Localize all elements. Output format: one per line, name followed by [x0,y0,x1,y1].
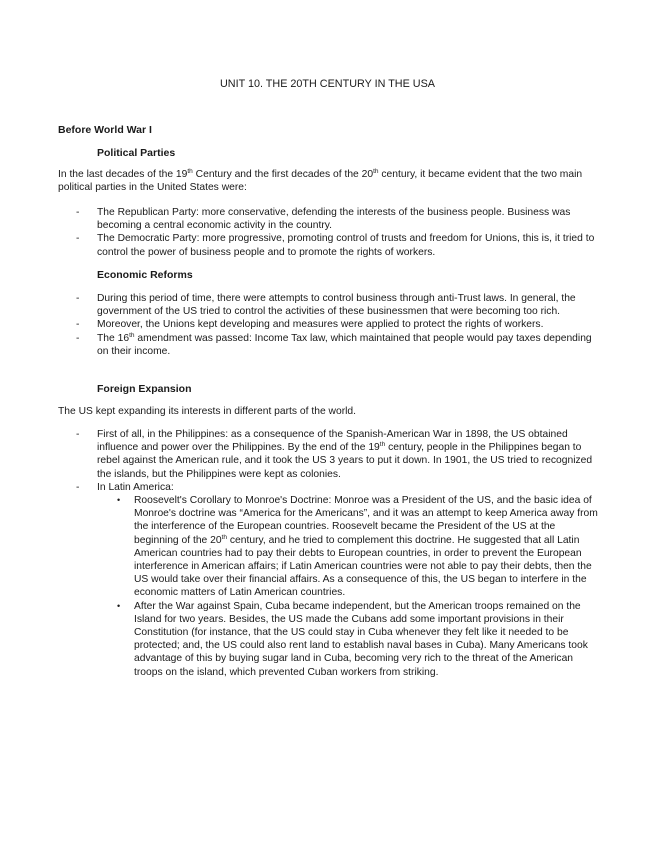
political-parties-heading: Political Parties [97,147,176,159]
list-item: - Moreover, the Unions kept developing and measures were applied to protect the rights of workers. [76,319,544,331]
latin-america-list [115,494,598,679]
page-title: UNIT 10. THE 20TH CENTURY IN THE USA [220,78,435,90]
list-item: - During this period of time, there were attempts to control business through anti-Trust laws. In general, the government of the US tried to control the activities of these businessmen that were becoming too rich. [76,293,576,318]
list-item: • After the War against Spain, Cuba became independent, but the American troops remained on the Island for two years. Besides, the US made the Cubans add some important provisions in their Constitution (for instance, that the US could stay in Cuba whenever they felt like it needed to be protected; and, the US could also rent land to establish naval bases in Cuba). Many Americans took advantage of this by buying sugar land in Cuba, becoming very rich to the threat of the American troops on the island, which prevented Cuban workers from striking. [117,600,588,678]
political-intro-paragraph: In the last decades of the 19th Century and the first decades of the 20th century, it became evident that the two main political parties in the United States were: [58,168,583,194]
foreign-expansion-list [76,428,598,679]
economic-reforms-heading: Economic Reforms [97,269,193,281]
section-heading: Before World War I [58,124,152,136]
list-item: - The 16th amendment was passed: Income Tax law, which maintained that people would pay taxes depending on their income. [76,331,592,357]
list-item: - In Latin America: • Roosevelt's Corollary to Monroe's Doctrine: Monroe was a President of the US, and the basic idea of Monroe's doctrine was “America for the Americans”, and it was an attempt to keep America away from the interference of the European countries. Roosevelt became the President of the US at the beginning of the 20th century, and he tried to complement this doctrine. He suggested that all Latin American countries had to pay their debts to European countries, in order to prevent the European interference in American affairs; if Latin American countries were not able to pay their debts, then the US would take over their financial affairs. As a consequence of this, the US began to interfere in the economic matters of Latin American countries. • After the War against Spain, Cuba became independent, but the American troops remained on the Island for two years. Besides, the US made the Cubans add some important provisions in their Constitution (for instance, that the US could stay in Cuba whenever they felt like it needed to be protected; and, the US could also rent land to establish naval bases in Cuba). Many Americans took advantage of this by buying sugar land in Cuba, becoming very rich to the threat of the American troops on the island, which prevented Cuban workers from striking. [76,481,598,678]
economic-reforms-list [76,292,598,358]
foreign-expansion-heading: Foreign Expansion [97,383,192,395]
political-parties-list [76,206,598,259]
list-item: - First of all, in the Philippines: as a consequence of the Spanish-American War in 1898, the US obtained influence and power over the Philippines. By the end of the 19th century, people in the Philippines began to rebel against the American rule, and it took the US 3 years to put it down. In 1901, the US tried to recognized the islands, but the Philippines were kept as colonies. [76,429,593,480]
list-item: - The Democratic Party: more progressive, promoting control of trusts and freedom for Unions, this is, it tried to control the power of business people and to promote the rights of workers. [76,233,595,258]
list-item: • Roosevelt's Corollary to Monroe's Doctrine: Monroe was a President of the US, and the basic idea of Monroe's doctrine was “America for the Americans”, and it was an attempt to keep America away from the interference of the European countries. Roosevelt became the President of the US at the beginning of the 20th century, and he tried to complement this doctrine. He suggested that all Latin American countries had to pay their debts to European countries, in order to prevent the European interference in American affairs; if Latin American countries were not able to pay their debts, then the US would take over their financial affairs. As a consequence of this, the US began to interfere in the economic matters of Latin American countries. [117,495,598,599]
foreign-intro-paragraph: The US kept expanding its interests in different parts of the world. [58,406,357,417]
list-item: - The Republican Party: more conservative, defending the interests of the business people. Business was becoming a central economic activity in the country. [76,207,571,232]
